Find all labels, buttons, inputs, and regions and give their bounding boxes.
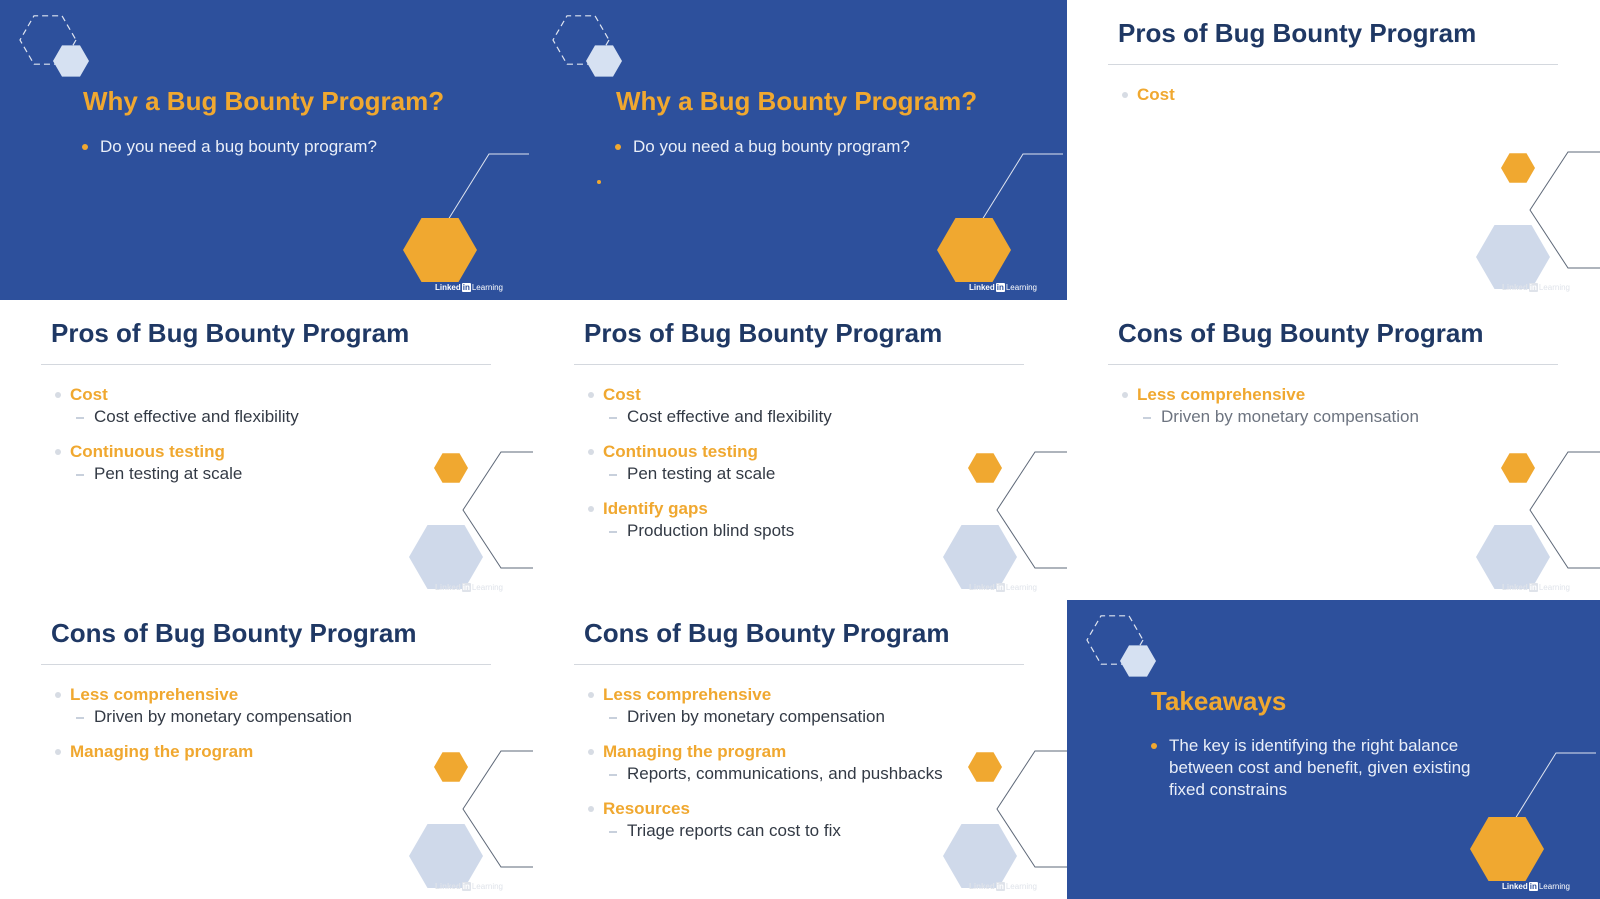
logo-learning-text: Learning <box>471 583 503 592</box>
slide-thumbnail-6[interactable] <box>1067 300 1600 600</box>
list-item <box>55 441 475 485</box>
slide-title: Cons of Bug Bounty Program <box>1118 318 1484 348</box>
logo-learning-text: Learning <box>471 882 503 891</box>
bullet-subpoint: Cost effective and flexibility <box>55 406 475 428</box>
bullet-subpoint: Production blind spots <box>588 520 1008 542</box>
linkedin-learning-logo <box>435 583 503 592</box>
logo-linked-text: Linked <box>968 283 995 292</box>
bullet-list <box>55 384 475 498</box>
bullet-heading: Resources <box>588 798 1008 820</box>
title-divider <box>574 664 1024 665</box>
logo-linked-text: Linked <box>1501 583 1528 592</box>
slide-title: Pros of Bug Bounty Program <box>584 318 943 348</box>
list-item <box>1122 84 1542 106</box>
logo-linked-text: Linked <box>434 283 461 292</box>
bullet-list <box>55 684 475 776</box>
slide-title: Why a Bug Bounty Program? <box>83 86 445 116</box>
bullet-heading: Cost <box>588 384 1008 406</box>
slide-thumbnail-4[interactable] <box>0 300 533 600</box>
bullet-list <box>588 384 1008 555</box>
logo-in-badge: in <box>1529 583 1537 592</box>
bullet-heading: Cost <box>55 384 475 406</box>
logo-learning-text: Learning <box>1538 283 1570 292</box>
logo-in-badge: in <box>462 283 470 292</box>
logo-in-badge: in <box>1529 882 1537 891</box>
logo-linked-text: Linked <box>434 882 461 891</box>
bullet-subpoint: Triage reports can cost to fix <box>588 820 1008 842</box>
slide-thumbnail-5[interactable] <box>533 300 1067 600</box>
list-item <box>588 798 1008 842</box>
list-item <box>1122 384 1542 428</box>
logo-in-badge: in <box>462 882 470 891</box>
logo-linked-text: Linked <box>434 583 461 592</box>
bullet-heading: Identify gaps <box>588 498 1008 520</box>
bullet-subpoint: Driven by monetary compensation <box>55 706 475 728</box>
logo-linked-text: Linked <box>1501 882 1528 891</box>
slide-thumbnail-1[interactable] <box>0 0 533 300</box>
logo-learning-text: Learning <box>1538 882 1570 891</box>
bullet-heading: Managing the program <box>588 741 1008 763</box>
bullet-heading: Managing the program <box>55 741 475 763</box>
bullet-heading: Continuous testing <box>55 441 475 463</box>
logo-learning-text: Learning <box>1005 583 1037 592</box>
linkedin-learning-logo <box>435 283 503 292</box>
slide-title: Cons of Bug Bounty Program <box>51 618 417 648</box>
bullet-heading: Less comprehensive <box>1122 384 1542 406</box>
logo-in-badge: in <box>996 882 1004 891</box>
bullet-item: Do you need a bug bounty program? <box>82 136 442 158</box>
list-item <box>588 441 1008 485</box>
bullet-list <box>1151 735 1481 801</box>
logo-learning-text: Learning <box>1005 882 1037 891</box>
slide-thumbnail-3[interactable] <box>1067 0 1600 300</box>
list-item <box>588 684 1008 728</box>
linkedin-learning-logo <box>1502 283 1570 292</box>
logo-in-badge: in <box>996 283 1004 292</box>
list-item <box>55 741 475 763</box>
linkedin-learning-logo <box>969 882 1037 891</box>
slide-thumbnail-7[interactable] <box>0 600 533 899</box>
title-divider <box>574 364 1024 365</box>
bullet-list <box>588 684 1008 855</box>
bullet-list <box>615 136 975 158</box>
bullet-heading: Cost <box>1122 84 1542 106</box>
slide-thumbnail-2[interactable] <box>533 0 1067 300</box>
list-item <box>588 498 1008 542</box>
linkedin-learning-logo <box>1502 583 1570 592</box>
list-item <box>588 384 1008 428</box>
slide-title: Cons of Bug Bounty Program <box>584 618 950 648</box>
bullet-subpoint: Reports, communications, and pushbacks <box>588 763 1008 785</box>
linkedin-learning-logo <box>435 882 503 891</box>
slide-thumbnail-9[interactable] <box>1067 600 1600 899</box>
linkedin-learning-logo <box>1502 882 1570 891</box>
title-divider <box>1108 64 1558 65</box>
slide-title: Why a Bug Bounty Program? <box>616 86 978 116</box>
bullet-list <box>1122 384 1542 441</box>
logo-in-badge: in <box>462 583 470 592</box>
slide-title: Pros of Bug Bounty Program <box>51 318 410 348</box>
logo-linked-text: Linked <box>1501 283 1528 292</box>
bullet-subpoint: Cost effective and flexibility <box>588 406 1008 428</box>
logo-in-badge: in <box>1529 283 1537 292</box>
linkedin-learning-logo <box>969 283 1037 292</box>
bullet-subpoint: Driven by monetary compensation <box>588 706 1008 728</box>
bullet-heading: Less comprehensive <box>588 684 1008 706</box>
bullet-subpoint: Driven by monetary compensation <box>1122 406 1542 428</box>
title-divider <box>41 664 491 665</box>
list-item <box>55 384 475 428</box>
bullet-subpoint: Pen testing at scale <box>588 463 1008 485</box>
list-item <box>588 741 1008 785</box>
title-divider <box>41 364 491 365</box>
logo-learning-text: Learning <box>1005 283 1037 292</box>
bullet-item: Do you need a bug bounty program? <box>615 136 975 158</box>
logo-linked-text: Linked <box>968 882 995 891</box>
bullet-list <box>1122 84 1542 119</box>
bullet-heading: Continuous testing <box>588 441 1008 463</box>
cursor-dot <box>597 180 601 184</box>
slide-thumbnail-8[interactable] <box>533 600 1067 899</box>
slide-title: Takeaways <box>1151 686 1287 716</box>
title-divider <box>1108 364 1558 365</box>
logo-linked-text: Linked <box>968 583 995 592</box>
linkedin-learning-logo <box>969 583 1037 592</box>
bullet-subpoint: Pen testing at scale <box>55 463 475 485</box>
bullet-item: The key is identifying the right balance between cost and benefit, given existing fixed constrains <box>1151 735 1481 801</box>
logo-learning-text: Learning <box>471 283 503 292</box>
list-item <box>55 684 475 728</box>
bullet-list <box>82 136 442 158</box>
logo-in-badge: in <box>996 583 1004 592</box>
slide-title: Pros of Bug Bounty Program <box>1118 18 1477 48</box>
logo-learning-text: Learning <box>1538 583 1570 592</box>
bullet-heading: Less comprehensive <box>55 684 475 706</box>
